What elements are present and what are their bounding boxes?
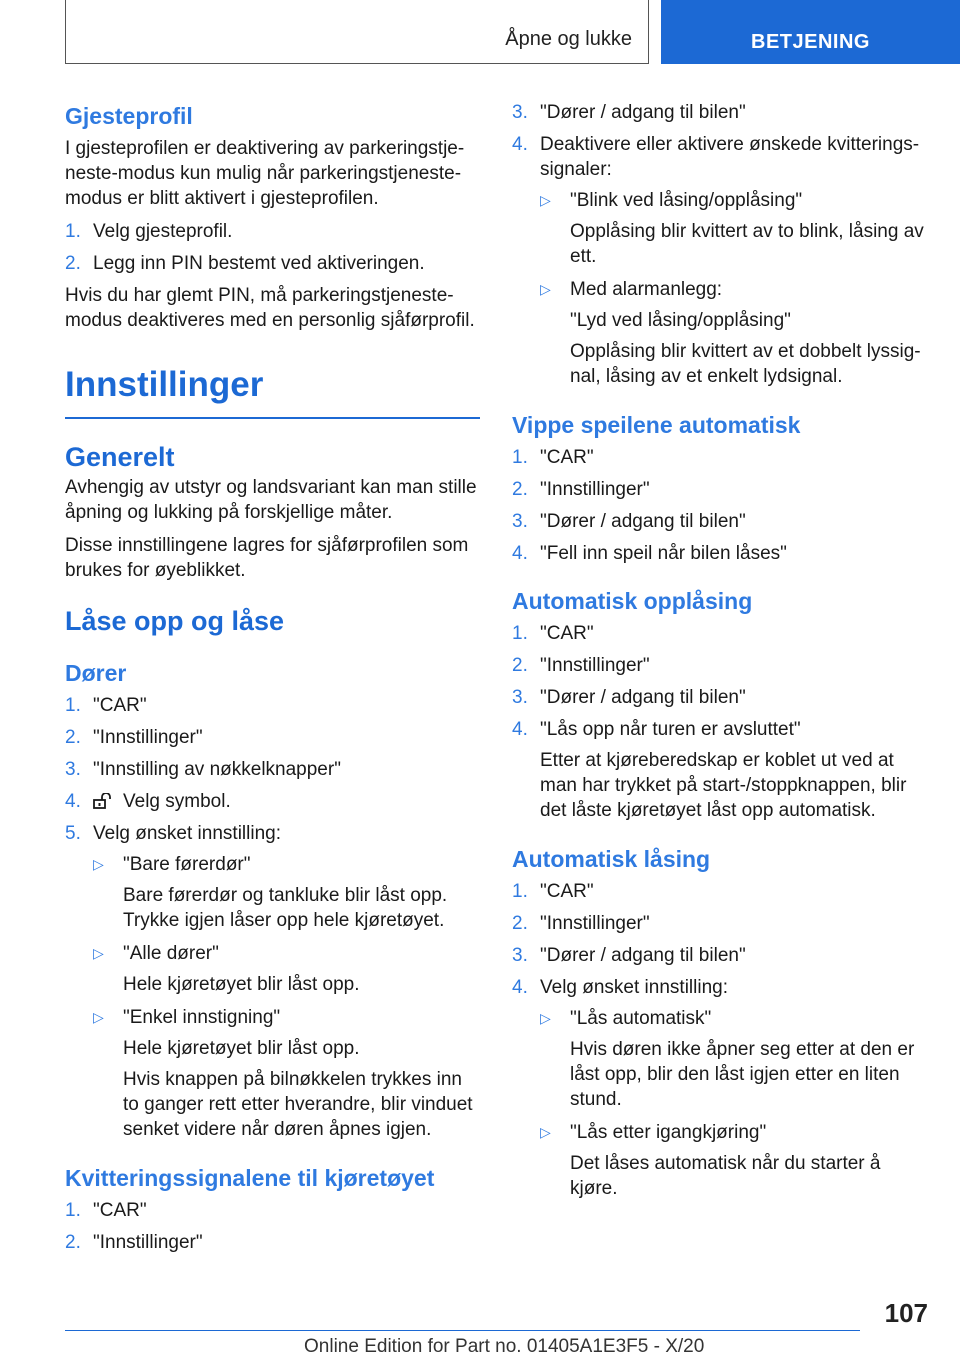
list-item: 3. "Innstilling av nøkkelknapper" <box>65 759 341 780</box>
option-item: ▷ "Alle dører" Hele kjøretøyet blir låst opp. <box>93 943 360 995</box>
heading-doors: Dører <box>65 660 127 686</box>
chapter-tab: BETJENING <box>661 0 960 64</box>
page-header <box>0 0 960 66</box>
paragraph: Disse innstillingene lagres for sjåførprofilen som brukes for øyeblikket. <box>65 535 469 581</box>
heading-mirror: Vippe speilene automatisk <box>512 412 801 438</box>
triangle-bullet-icon: ▷ <box>540 281 551 297</box>
triangle-bullet-icon: ▷ <box>93 945 104 961</box>
list-item: 1. "CAR" <box>65 695 147 716</box>
list-item: 2. "Innstillinger" <box>65 727 203 748</box>
numbered-list <box>512 100 928 389</box>
option-item: ▷ "Lås automatisk" Hvis døren ikke åpner seg etter at den er låst opp, blir den låst igjen etter en liten stund. <box>540 1008 915 1110</box>
heading-auto-unlock: Automatisk opplåsing <box>512 588 753 614</box>
numbered-list <box>512 621 928 823</box>
list-item: 3. "Dører / adgang til bilen" <box>512 102 746 123</box>
option-item: ▷ "Blink ved låsing/opplåsing" Opplåsing blir kvittert av to blink, låsing av ett. <box>540 190 924 267</box>
list-item: 1. "CAR" <box>512 623 594 644</box>
option-item: ▷ Med alarmanlegg: "Lyd ved låsing/opplåsing" Opplåsing blir kvittert av et dobbelt lyssig-nal, låsing av et enkelt lydsignal. <box>540 279 921 387</box>
right-column <box>512 100 928 1209</box>
list-item: 3. "Dører / adgang til bilen" <box>512 511 746 532</box>
triangle-bullet-icon: ▷ <box>540 192 551 208</box>
option-item: ▷ "Lås etter igangkjøring" Det låses automatisk når du starter å kjøre. <box>540 1122 881 1199</box>
triangle-bullet-icon: ▷ <box>540 1124 551 1140</box>
list-item: 1. "CAR" <box>512 447 594 468</box>
list-item: 4. "Lås opp når turen er avsluttet" Etter at kjøreberedskap er koblet ut ved at man har trykket på start-/stoppknappen, blir det låste kjøretøyet låst opp automatisk. <box>512 719 907 821</box>
page-number: 107 <box>884 1298 928 1328</box>
footer-divider <box>65 1330 860 1331</box>
list-item: 4. Deaktivere eller aktivere ønskede kvitterings-signaler: ▷ "Blink ved låsing/opplåsing" Opplåsing blir kvittert av to blink, låsing av ett. ▷ Med alarmanlegg: "Lyd ved låsing/opplåsing" Opplåsing blir kvittert av et dobbelt lyssig-nal, låsing av et enkelt lydsignal. <box>512 132 928 389</box>
footer-edition: Online Edition for Part no. 01405A1E3F5 - X/20 <box>304 1336 705 1357</box>
triangle-bullet-icon: ▷ <box>93 1009 104 1025</box>
paragraph: I gjesteprofilen er deaktivering av parkeringstje-neste-modus kun mulig når parkeringstjeneste-modus er blitt aktivert i gjesteprofilen. <box>65 138 465 209</box>
list-item: 3. "Dører / adgang til bilen" <box>512 945 746 966</box>
triangle-bullet-icon: ▷ <box>93 856 104 872</box>
list-item: 4. Velg symbol. <box>65 791 231 812</box>
paragraph: Avhengig av utstyr og landsvariant kan man stille åpning og lukking på forskjellige måter. <box>65 477 477 523</box>
heading-guest-profile: Gjesteprofil <box>65 103 193 129</box>
list-item: 1. "CAR" <box>512 881 594 902</box>
option-item: ▷ "Enkel innstigning" Hele kjøretøyet blir låst opp. Hvis knappen på bilnøkkelen trykkes inn to ganger rett etter hverandre, blir vinduet senket videre når døren åpnes igjen. <box>93 1007 473 1140</box>
numbered-list <box>65 1198 480 1255</box>
numbered-list <box>512 879 928 1201</box>
unlock-icon <box>93 793 115 809</box>
heading-ack-signals: Kvitteringssignalene til kjøretøyet <box>65 1165 435 1191</box>
heading-auto-lock: Automatisk låsing <box>512 846 711 872</box>
option-item: ▷ "Bare førerdør" Bare førerdør og tankluke blir låst opp. Trykke igjen låser opp hele kjøretøyet. <box>93 854 448 931</box>
numbered-list <box>65 693 480 1142</box>
list-item: 2. Legg inn PIN bestemt ved aktiveringen. <box>65 253 425 274</box>
triangle-bullet-icon: ▷ <box>540 1010 551 1026</box>
list-item: 4. "Fell inn speil når bilen låses" <box>512 543 787 564</box>
numbered-list <box>512 445 928 566</box>
option-list <box>93 852 480 1142</box>
option-list <box>540 188 928 389</box>
list-item: 1. "CAR" <box>65 1200 147 1221</box>
heading-settings: Innstillinger <box>65 361 480 419</box>
list-item: 2. "Innstillinger" <box>512 913 650 934</box>
section-title: Åpne og lukke <box>505 28 632 50</box>
heading-lock-unlock: Låse opp og låse <box>65 606 285 636</box>
list-item: 4. Velg ønsket innstilling: ▷ "Lås automatisk" Hvis døren ikke åpner seg etter at den er låst opp, blir den låst igjen etter en liten stund. ▷ "Lås etter igangkjøring" Det låses automatisk når du starter å kjøre. <box>512 975 928 1201</box>
list-item: 5. Velg ønsket innstilling: ▷ "Bare førerdør" Bare førerdør og tankluke blir låst opp. Trykke igjen låser opp hele kjøretøyet. ▷ "Alle dører" Hele kjøretøyet blir låst opp. ▷ "Enkel innstigning" Hele kjøretøyet blir låst opp. Hvis knappen på bilnøkkelen trykkes inn to ganger rett etter hverandre, blir vinduet senket videre når døren åpnes igjen. <box>65 821 480 1142</box>
list-item: 3. "Dører / adgang til bilen" <box>512 687 746 708</box>
section-box <box>65 0 649 64</box>
heading-general: Generelt <box>65 442 175 472</box>
list-item: 2. "Innstillinger" <box>65 1232 203 1253</box>
list-item: 1. Velg gjesteprofil. <box>65 221 233 242</box>
numbered-list <box>65 219 480 276</box>
list-item: 2. "Innstillinger" <box>512 655 650 676</box>
left-column <box>65 100 480 1262</box>
paragraph: Hvis du har glemt PIN, må parkeringstjeneste-modus deaktiveres med en personlig sjåførprofil. <box>65 285 475 331</box>
option-list <box>540 1006 928 1201</box>
list-item: 2. "Innstillinger" <box>512 479 650 500</box>
